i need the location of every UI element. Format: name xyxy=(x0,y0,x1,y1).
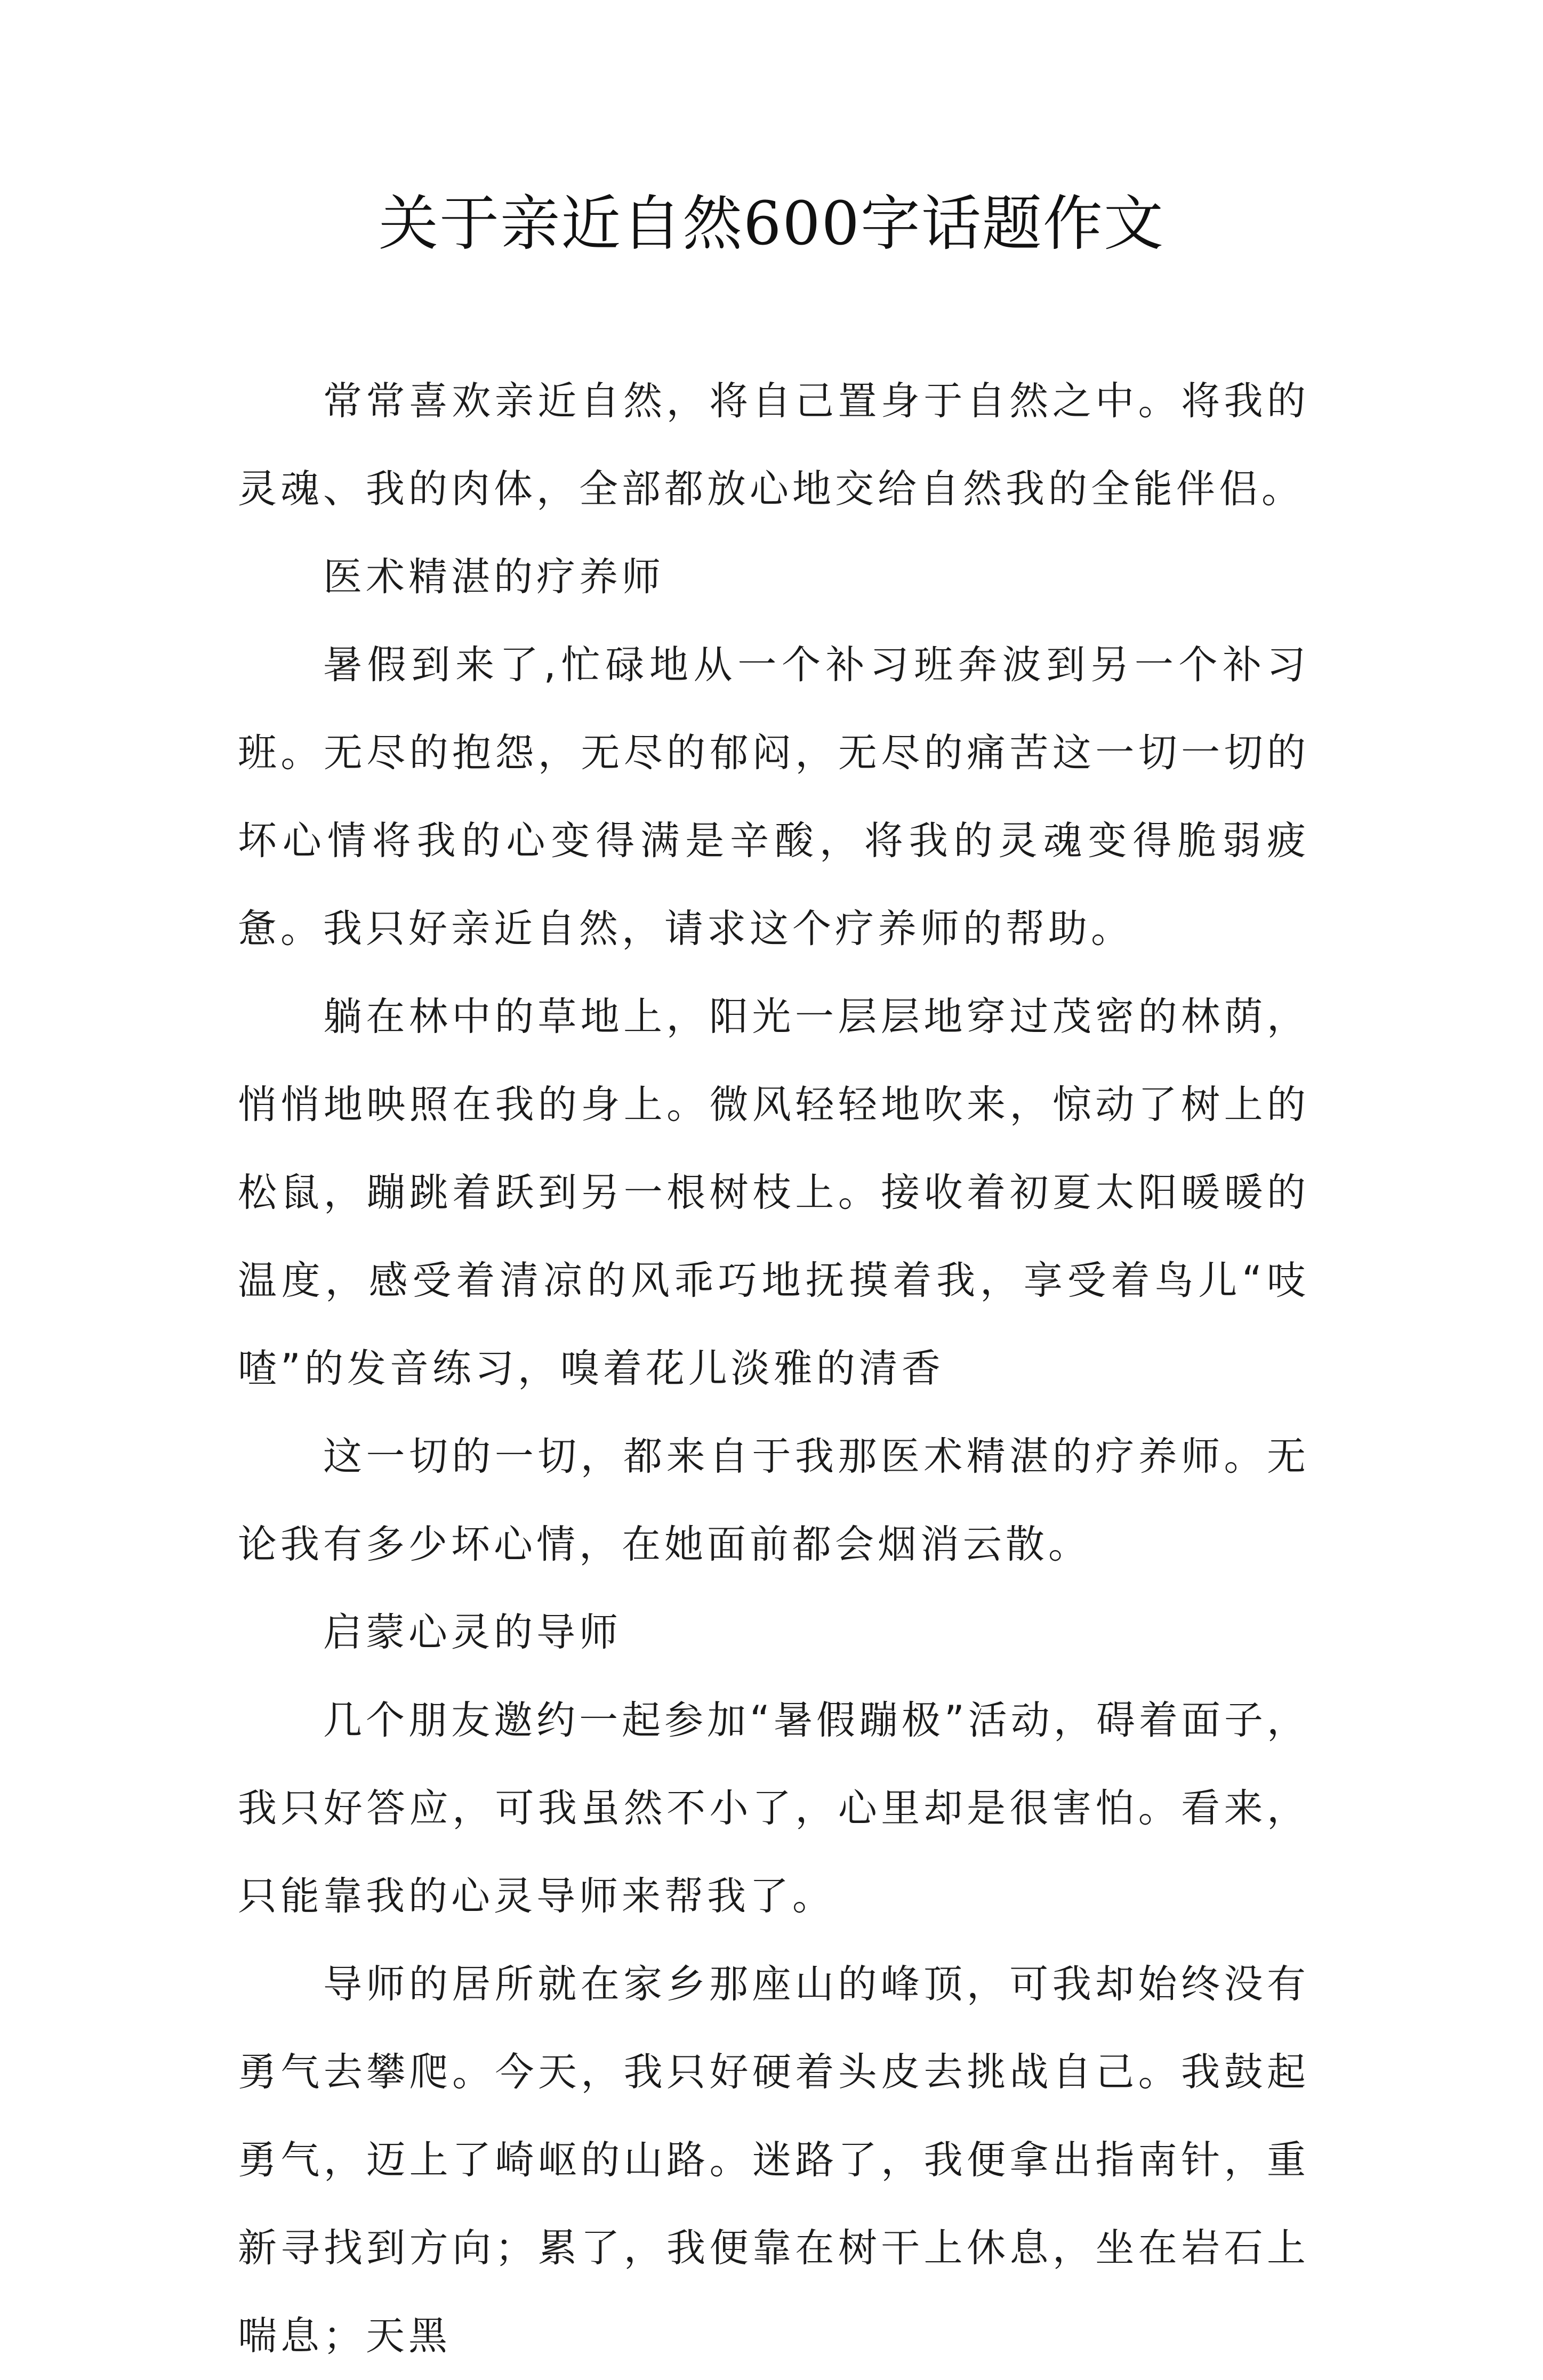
paragraph-therapist-conclusion: 这一切的一切，都来自于我那医术精湛的疗养师。无论我有多少坏心情，在她面前都会烟消云散。 xyxy=(238,1434,1309,1567)
paragraph-forest: 躺在林中的草地上，阳光一层层地穿过茂密的林荫，悄悄地映照在我的身上。微风轻轻地吹来，惊动了树上的松鼠，蹦跳着跃到另一根树枝上。接收着初夏太阳暖暖的温度，感受着清凉的风乖巧地抚摸着我，享受着鸟儿“吱喳”的发音练习，嗅着花儿淡雅的清香 xyxy=(238,994,1309,1391)
section-heading-mentor: 启蒙心灵的导师 xyxy=(323,1610,622,1655)
paragraph-intro: 常常喜欢亲近自然，将自己置身于自然之中。将我的灵魂、我的肉体，全部都放心地交给自然我的全能伴侣。 xyxy=(238,378,1309,512)
paragraph-bungee: 几个朋友邀约一起参加“暑假蹦极”活动，碍着面子，我只好答应，可我虽然不小了，心里却是很害怕。看来，只能靠我的心灵导师来帮我了。 xyxy=(238,1698,1309,1919)
document-title: 关于亲近自然600字话题作文 xyxy=(379,189,1164,259)
document-body xyxy=(238,357,1309,2380)
section-heading-therapist: 医术精湛的疗养师 xyxy=(323,554,664,600)
paragraph-summer-vacation: 暑假到来了,忙碌地从一个补习班奔波到另一个补习班。无尽的抱怨，无尽的郁闷，无尽的痛苦这一切一切的坏心情将我的心变得满是辛酸，将我的灵魂变得脆弱疲惫。我只好亲近自然，请求这个疗养师的帮助。 xyxy=(238,642,1309,951)
paragraph-mountain: 导师的居所就在家乡那座山的峰顶，可我却始终没有勇气去攀爬。今天，我只好硬着头皮去挑战自己。我鼓起勇气，迈上了崎岖的山路。迷路了，我便拿出指南针，重新寻找到方向；累了，我便靠在树干上休息，坐在岩石上喘息；天黑 xyxy=(238,1962,1309,2359)
